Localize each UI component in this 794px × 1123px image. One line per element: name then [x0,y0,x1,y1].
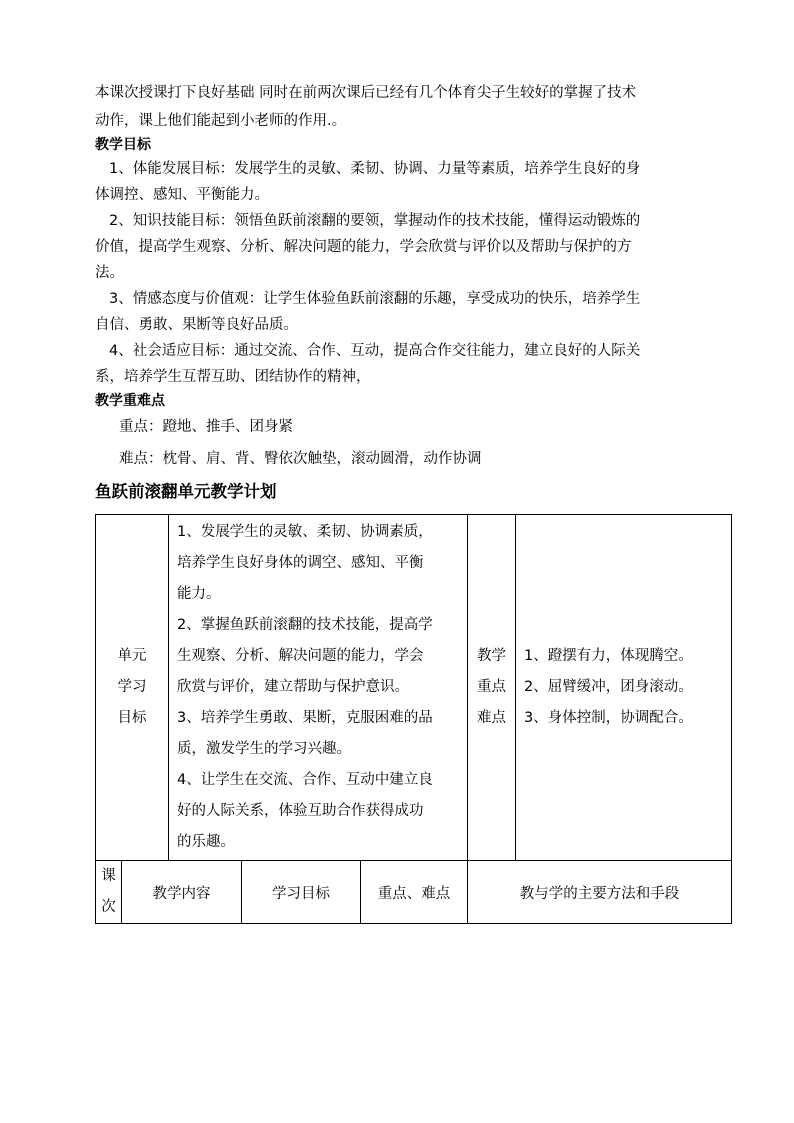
difficult-point: 难点：枕骨、肩、背、臀依次触垫，滚动圆滑，动作协调 [119,451,482,467]
teaching-focus-cell [516,515,732,861]
goal-line: 欣赏与评价，建立帮助与保护意识。 [177,679,409,695]
goal-line: 1、发展学生的灵敏、柔韧、协调素质， [177,524,433,540]
unit-goal-label [96,515,169,861]
goal-line: 质，激发学生的学习兴趣。 [177,741,351,757]
objective-4-line-2: 系，培养学生互帮互助、团结协作的精神， [95,369,371,385]
objective-3-line-2: 自信、勇敢、果断等良好品质。 [95,317,298,333]
focus-label-line: 重点 [477,679,507,695]
goal-line: 的乐趣。 [177,834,235,850]
table-row-goals [96,515,732,861]
header-methods: 教与学的主要方法和手段 [468,861,732,924]
objective-1-line-2: 体调控、感知、平衡能力。 [95,187,269,203]
objective-2-line-1: 2、知识技能目标：领悟鱼跃前滚翻的要领，掌握动作的技术技能，懂得运动锻炼的 [109,213,641,229]
document-body [95,80,735,506]
unit-label-line: 目标 [117,710,147,726]
goal-line: 生观察、分析、解决问题的能力，学会 [177,648,424,664]
header-lesson [96,861,122,924]
goal-line: 能力。 [177,586,221,602]
goal-line: 4、让学生在交流、合作、互动中建立良 [177,772,433,788]
objective-2-line-3: 法。 [95,265,124,281]
header-target: 学习目标 [242,861,361,924]
focus-line: 1、蹬摆有力，体现腾空。 [524,648,693,664]
objective-3-line-1: 3、情感态度与价值观：让学生体验鱼跃前滚翻的乐趣，享受成功的快乐，培养学生 [109,291,641,307]
objective-4-line-1: 4、社会适应目标：通过交流、合作、互动，提高合作交往能力，建立良好的人际关 [109,343,641,359]
focus-label-line: 难点 [477,710,507,726]
unit-label-line: 单元 [117,648,147,664]
goal-line: 2、掌握鱼跃前滚翻的技术技能，提高学 [177,617,433,633]
unit-plan-table [95,514,732,924]
unit-goals-cell [169,515,468,861]
objective-2-line-2: 价值，提高学生观察、分析、解决问题的能力，学会欣赏与评价以及帮助与保护的方 [95,239,632,255]
header-lesson-line: 次 [101,899,116,915]
header-focus: 重点、难点 [361,861,468,924]
goal-line: 3、培养学生勇敢、果断，克服困难的品 [177,710,433,726]
key-point: 重点：蹬地、推手、团身紧 [119,419,293,435]
header-lesson-line: 课 [101,868,116,884]
unit-label-line: 学习 [117,679,147,695]
plan-title: 鱼跃前滚翻单元教学计划 [95,482,277,501]
objectives-heading: 教学目标 [95,137,151,153]
focus-line: 2、屈臂缓冲，团身滚动。 [524,679,693,695]
focus-label-line: 教学 [477,648,507,664]
goal-line: 培养学生良好身体的调空、感知、平衡 [177,555,424,571]
objective-1-line-1: 1、体能发展目标：发展学生的灵敏、柔韧、协调、力量等素质，培养学生良好的身 [109,161,641,177]
keypoints-heading: 教学重难点 [95,393,165,409]
intro-line-2: 动作，课上他们能起到小老师的作用.。 [95,113,347,129]
teaching-focus-label [468,515,516,861]
focus-line: 3、身体控制，协调配合。 [524,710,693,726]
goal-line: 好的人际关系，体验互助合作获得成功 [177,803,424,819]
table-header-row [96,861,732,924]
intro-line-1: 本课次授课打下良好基础 同时在前两次课后已经有几个体育尖子生较好的掌握了技术 [95,85,637,101]
header-content: 教学内容 [122,861,242,924]
